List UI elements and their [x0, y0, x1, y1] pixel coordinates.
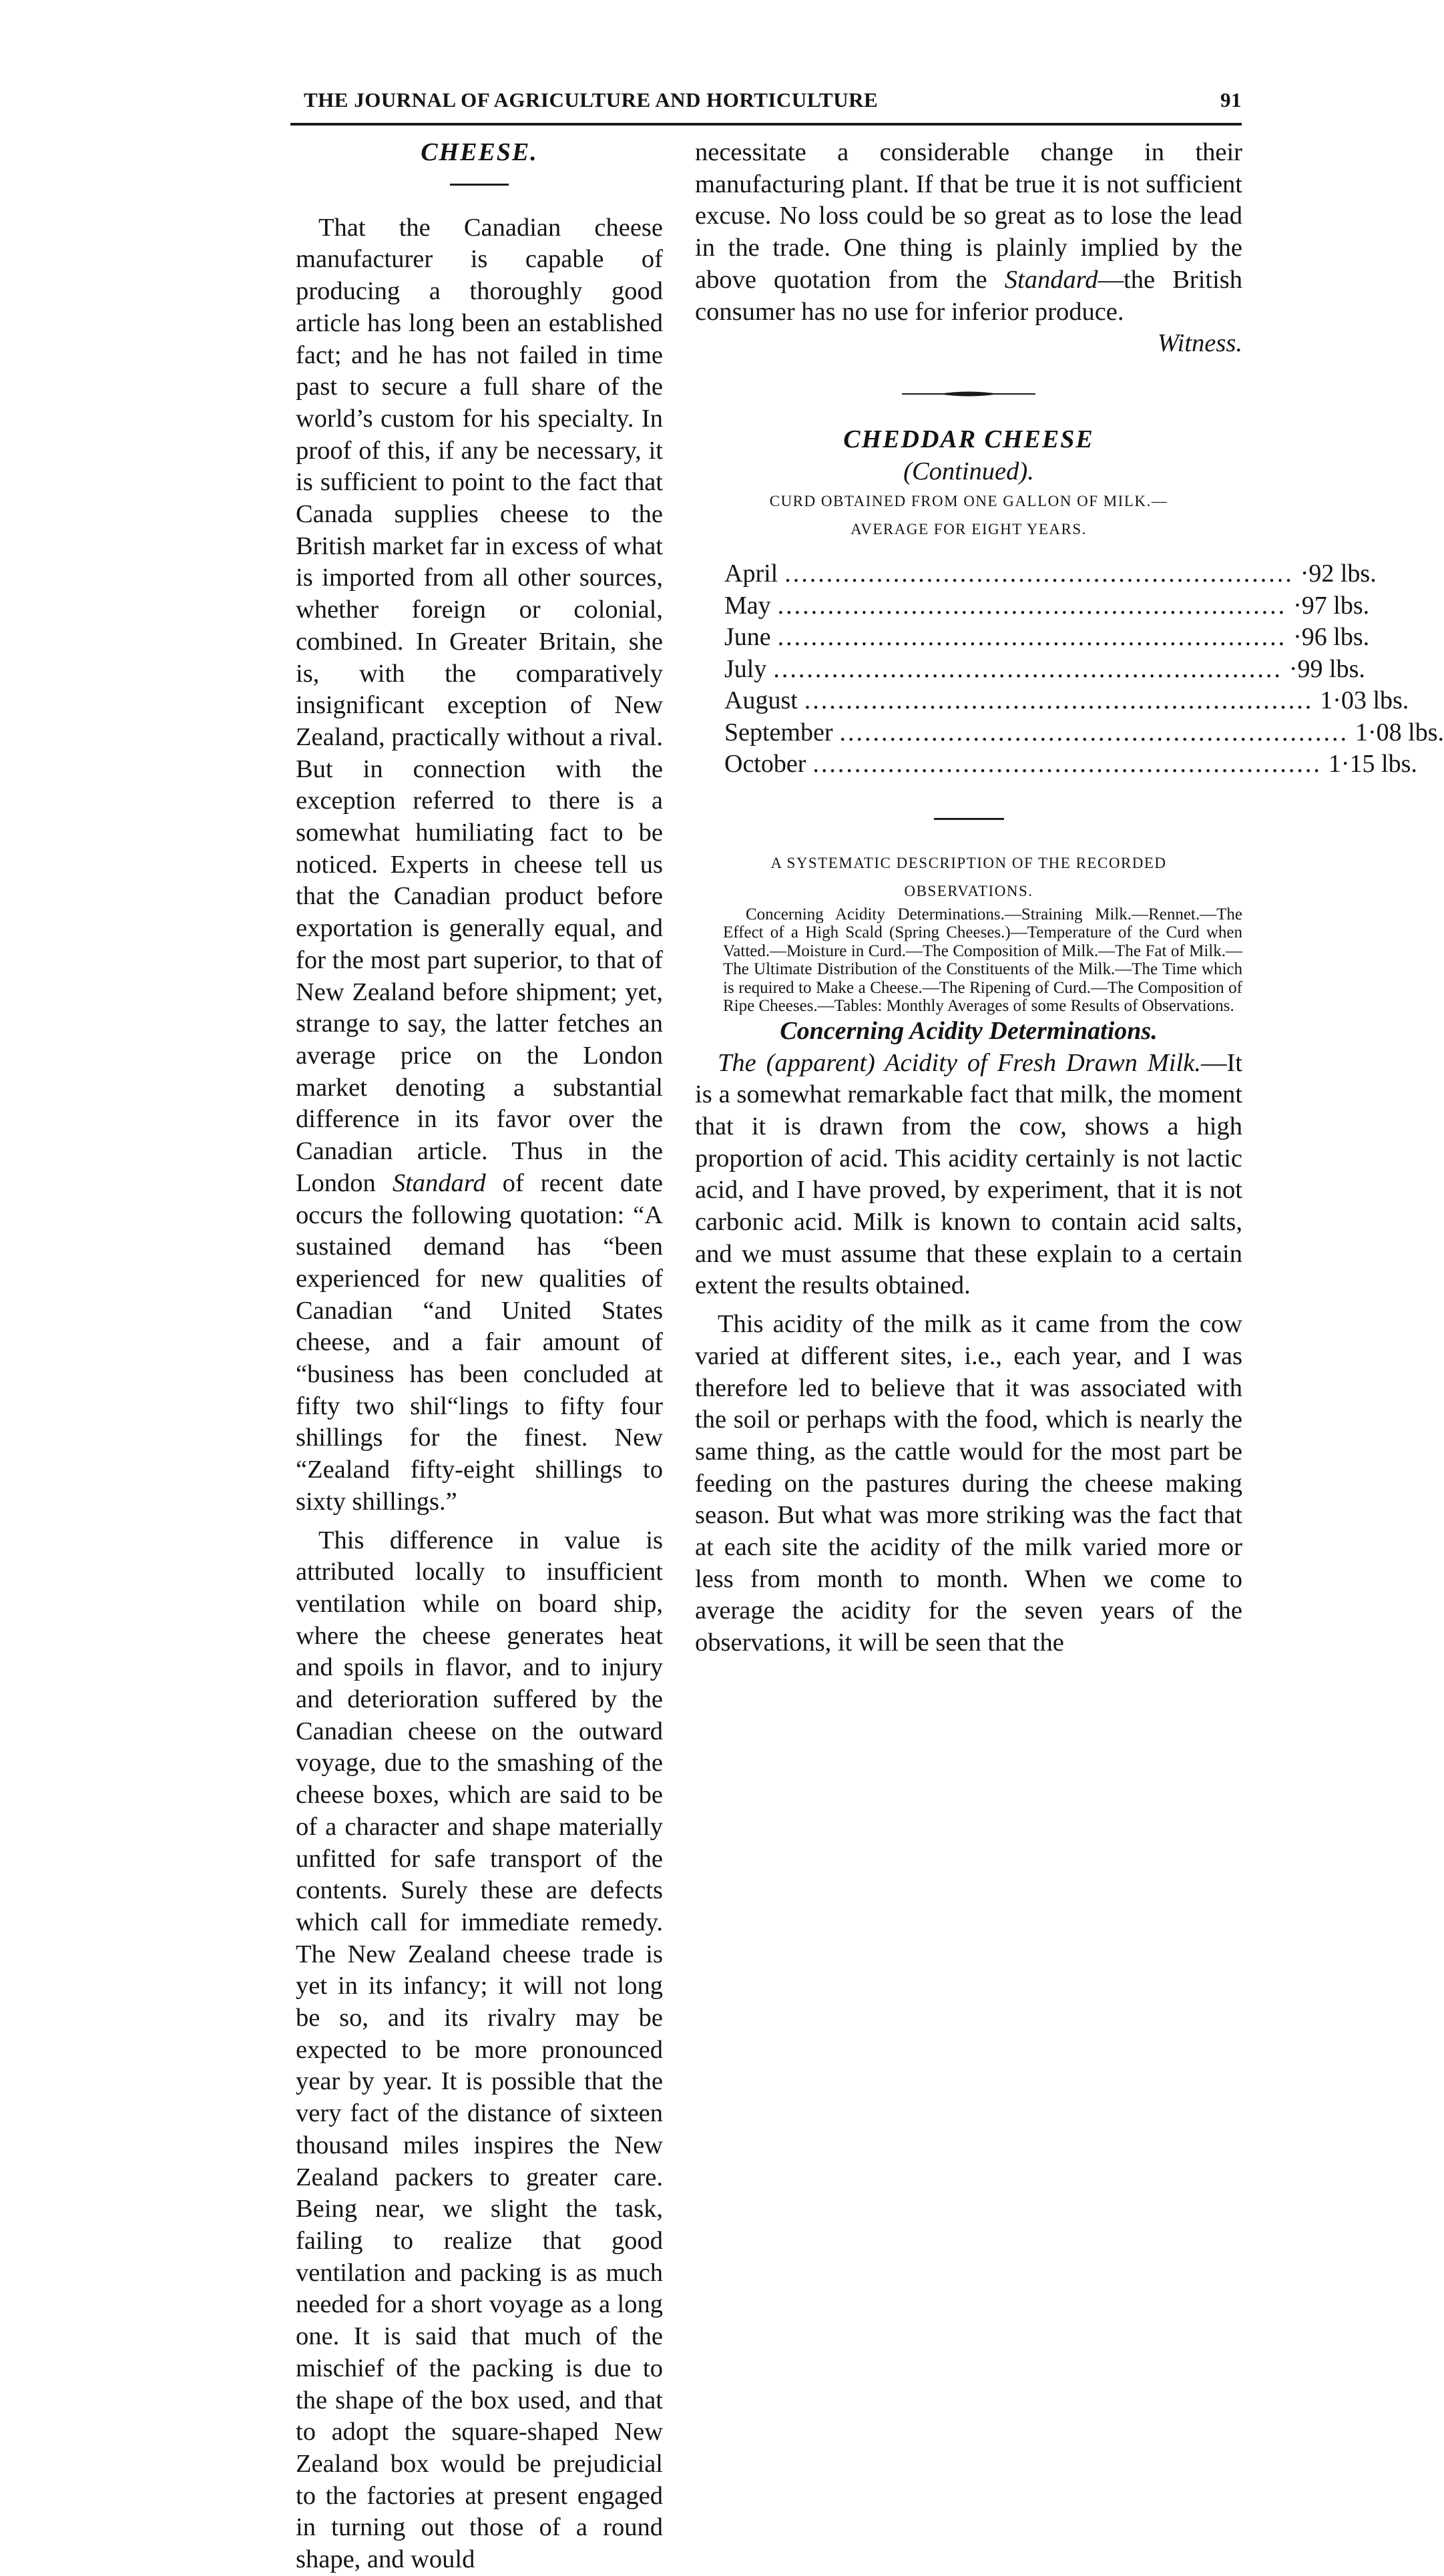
cheese-paragraph-2: This difference in value is attributed locally to insufficient ventilation while on board ship, where the cheese generates heat and spoils in flavor, and to injury and deterioration suffered by the Canadian cheese on the outward voyage, due to the smashing of the cheese boxes, which are said to be of a character and shape materially unfitted for safe transport of the contents. Surely these are defects which call for immediate remedy. The New Zealand cheese trade is yet in its infancy; it will not long be so, and its rivalry may be expected to be more pronounced year by year. It is possible that the very fact of the distance of sixteen thousand miles inspires the New Zealand packers to greater care. Being near, we slight the task, failing to realize that good ventilation and packing is as much needed for a short voyage as a long one. It is said that much of the mischief of the packing is due to the shape of the box used, and that to adopt the square-shaped New Zealand box would be prejudicial to the factories at present engaged in turning out those of a round shape, and would [296, 1526, 663, 2574]
cheese-paragraph-1: That the Canadian cheese manufacturer is capable of producing a thoroughly good article has long been an established fact; and he has not failed in time past to secure a full share of the world’s custom for his specialty. In proof of this, if any be necessary, it is sufficient to point to the fact that Canada supplies cheese to the British market far in excess of what is imported from all other sources, whether foreign or colonial, combined. In Greater Britain, she is, with the comparatively insignificant exception of New Zealand, practically without a rival. But in connection with the exception referred to there is a somewhat humiliating fact to be noticed. Experts in cheese tell us that the Canadian product before exportation is generally equal, and for the most part superior, to that of New Zealand before shipment; yet, strange to say, the latter fetches an average price on the London market denoting a substantial difference in its favor over the Canadian article. Thus in the London Standard of recent date occurs the following quotation: “A sustained demand has “been experienced for new qualities of Canadian “and United States cheese, and a fair amount of “business has been concluded at fifty two shil“lings to fifty four shillings for the finest. New “Zealand fifty-eight shillings to sixty shillings.” [296, 213, 664, 1516]
header-rule [290, 123, 1242, 126]
heading-rule [450, 184, 509, 186]
table-rule [934, 818, 1004, 820]
table-row: July ............................................................. ·99 lbs. [724, 654, 1365, 683]
table-row: June ............................................................. ·96 lbs. [724, 623, 1370, 652]
right-column [695, 137, 1444, 1659]
article-heading-cheese: CHEESE. [421, 138, 538, 166]
page-number: 91 [1220, 88, 1242, 112]
curd-table [724, 558, 1444, 781]
systematic-heading-1: A SYSTEMATIC DESCRIPTION OF THE RECORDED [770, 854, 1167, 871]
cheese-paragraph-continued: necessitate a considerable change in their manufacturing plant. If that be true it is not sufficient excuse. No loss could be so great as to lose the lead in the trade. One thing is plainly implied by the above quotation from the Standard—the British consumer has no use for inferior produce. [695, 138, 1243, 326]
acidity-paragraph-2: This acidity of the milk as it came from the cow varied at different sites, i.e., each year, and I was therefore led to believe that it was associated with the soil or perhaps with the food, which is nearly the same thing, as the cattle would for the most part be feeding on the pastures during the cheese making season. But what was more striking was the fact that at each site the acidity of the milk varied more or less from month to month. When we come to average the acidity for the seven years of the observations, it will be seen that the [695, 1310, 1242, 1657]
running-header [304, 84, 1242, 118]
sub-heading-acidity: Concerning Acidity Determinations. [780, 1016, 1158, 1045]
table-row: August ............................................................. 1·03 lbs. [724, 686, 1409, 715]
standard-title-2: Standard [1004, 265, 1098, 294]
acidity-run-in-title: The (apparent) Acidity of Fresh Drawn Milk. [718, 1048, 1201, 1077]
contents-summary: Concerning Acidity Determinations.—Straining Milk.—Rennet.—The Effect of a High Scald (Spring Cheeses.)—Temperature of the Curd when Vatted.—Moisture in Curd.—The Composition of Milk.—The Fat of Milk.—The Ultimate Distribution of the Constituents of the Milk.—The Time which is required to Make a Cheese.—The Ripening of Curd.—The Composition of Ripe Cheeses.—Tables: Monthly Averages of some Results of Observations. [723, 905, 1242, 1016]
signature-witness: Witness. [1157, 329, 1242, 358]
table-caption-line-2: AVERAGE FOR EIGHT YEARS. [851, 521, 1087, 538]
journal-title: THE JOURNAL OF AGRICULTURE AND HORTICULTURE [304, 88, 879, 112]
left-column [296, 137, 663, 2576]
table-row: September ............................................................. 1·08 lbs. [724, 718, 1444, 746]
article-heading-cheddar: CHEDDAR CHEESE [843, 425, 1094, 453]
standard-title: Standard [392, 1168, 486, 1197]
acidity-paragraph-1: The (apparent) Acidity of Fresh Drawn Milk.—It is a somewhat remarkable fact that milk, the moment that it is drawn from the cow, shows a high proportion of acid. This acidity certainly is not lactic acid, and I have proved, by experiment, that it is not carbonic acid. Milk is known to contain acid salts, and we must assume that these explain to a certain extent the results obtained. [695, 1048, 1242, 1300]
table-caption-line-1: CURD OBTAINED FROM ONE GALLON OF MILK.— [769, 493, 1168, 510]
section-ornament [902, 389, 1035, 399]
continued-label: (Continued). [903, 457, 1034, 485]
table-row: April ............................................................. ·92 lbs. [724, 560, 1377, 588]
systematic-heading-2: OBSERVATIONS. [904, 882, 1033, 899]
table-row: October ............................................................. 1·15 lbs. [724, 750, 1417, 779]
table-row: May ............................................................. ·97 lbs. [724, 591, 1370, 620]
